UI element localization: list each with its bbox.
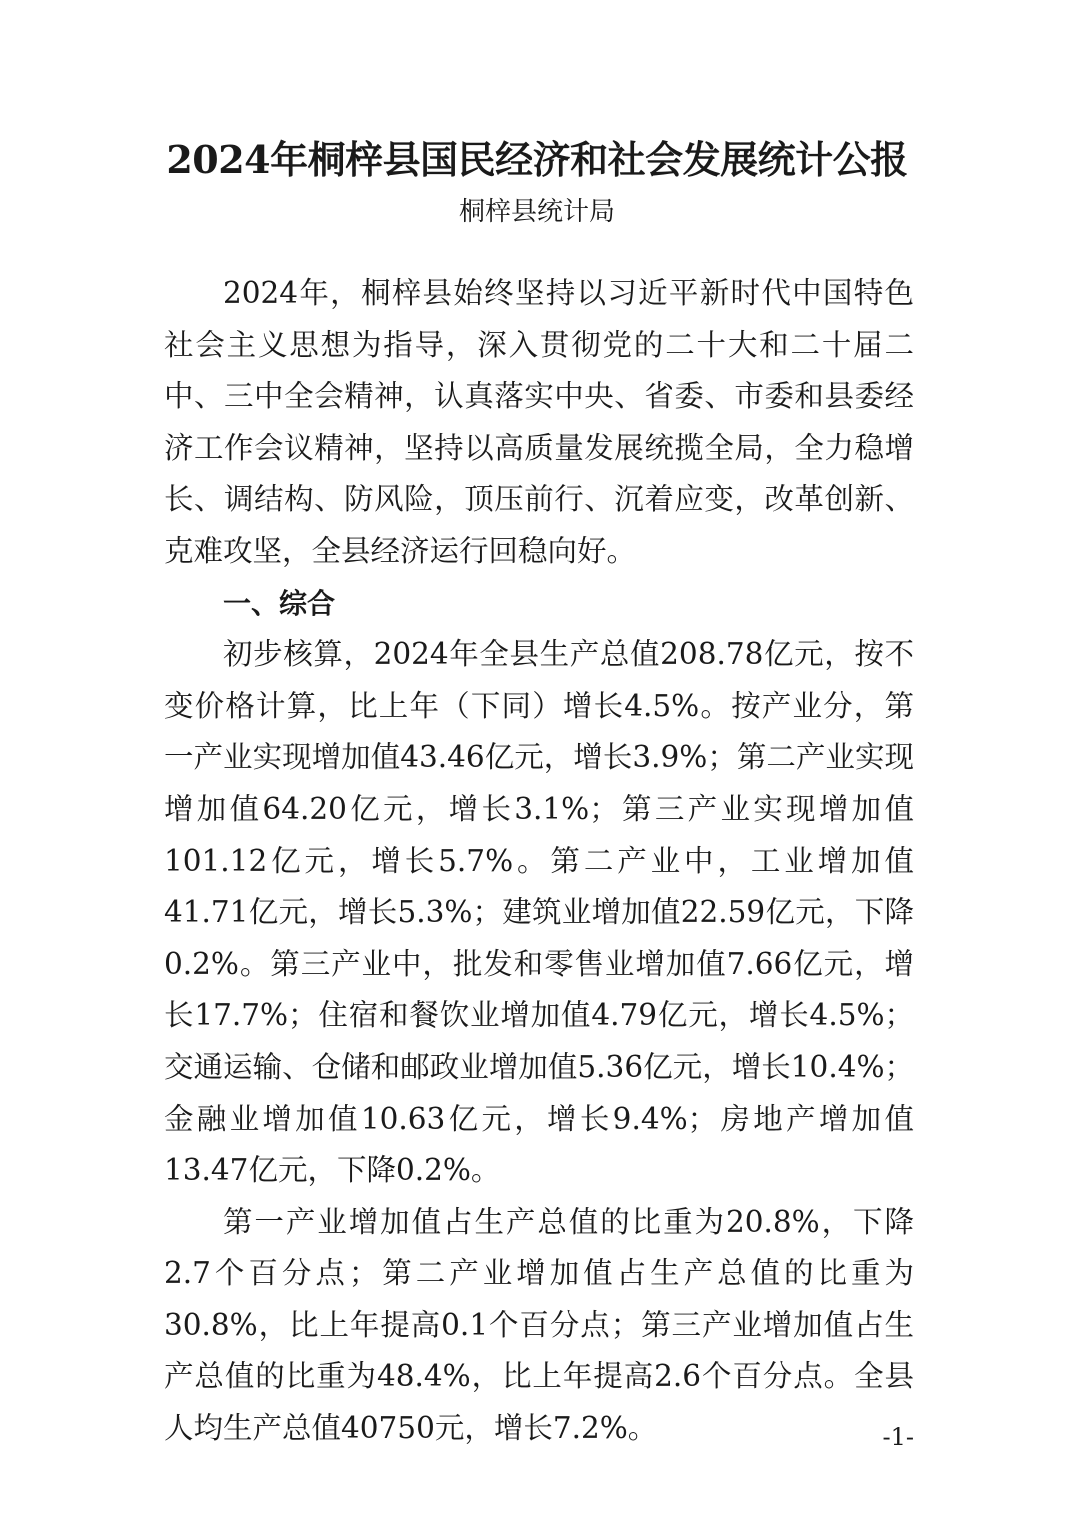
- section-heading-general: 一、综合: [223, 586, 336, 620]
- industry-share-paragraph: 第一产业增加值占生产总值的比重为20.8%，下降2.7个百分点；第二产业增加值占生产总值的比重为30.8%，比上年提高0.1个百分点；第三产业增加值占生产总值的比重为48.4%，比上年提高2.6个百分点。全县人均生产总值40750元，增长7.2%。: [164, 1204, 914, 1446]
- page-number: -1-: [882, 1423, 914, 1451]
- gdp-paragraph: 初步核算，2024年全县生产总值208.78亿元，按不变价格计算，比上年（下同）增长4.5%。按产业分，第一产业实现增加值43.46亿元，增长3.9%；第二产业实现增加值64.20亿元，增长3.1%；第三产业实现增加值101.12亿元，增长5.7%。第二产业中，工业增加值41.71亿元，增长5.3%；建筑业增加值22.59亿元，下降0.2%。第三产业中，批发和零售业增加值7.66亿元，增长17.7%；住宿和餐饮业增加值4.79亿元，增长4.5%；交通运输、仓储和邮政业增加值5.36亿元，增长10.4%；金融业增加值10.63亿元，增长9.4%；房地产增加值13.47亿元，下降0.2%。: [164, 637, 914, 1188]
- intro-paragraph: 2024年，桐梓县始终坚持以习近平新时代中国特色社会主义思想为指导，深入贯彻党的二十大和二十届二中、三中全会精神，认真落实中央、省委、市委和县委经济工作会议精神，坚持以高质量发展统揽全局，全力稳增长、调结构、防风险，顶压前行、沉着应变，改革创新、克难攻坚，全县经济运行回稳向好。: [164, 276, 914, 568]
- issuer: 桐梓县统计局: [458, 197, 615, 227]
- document-title: 2024年桐梓县国民经济和社会发展统计公报: [166, 137, 908, 182]
- document-body: [164, 268, 914, 1455]
